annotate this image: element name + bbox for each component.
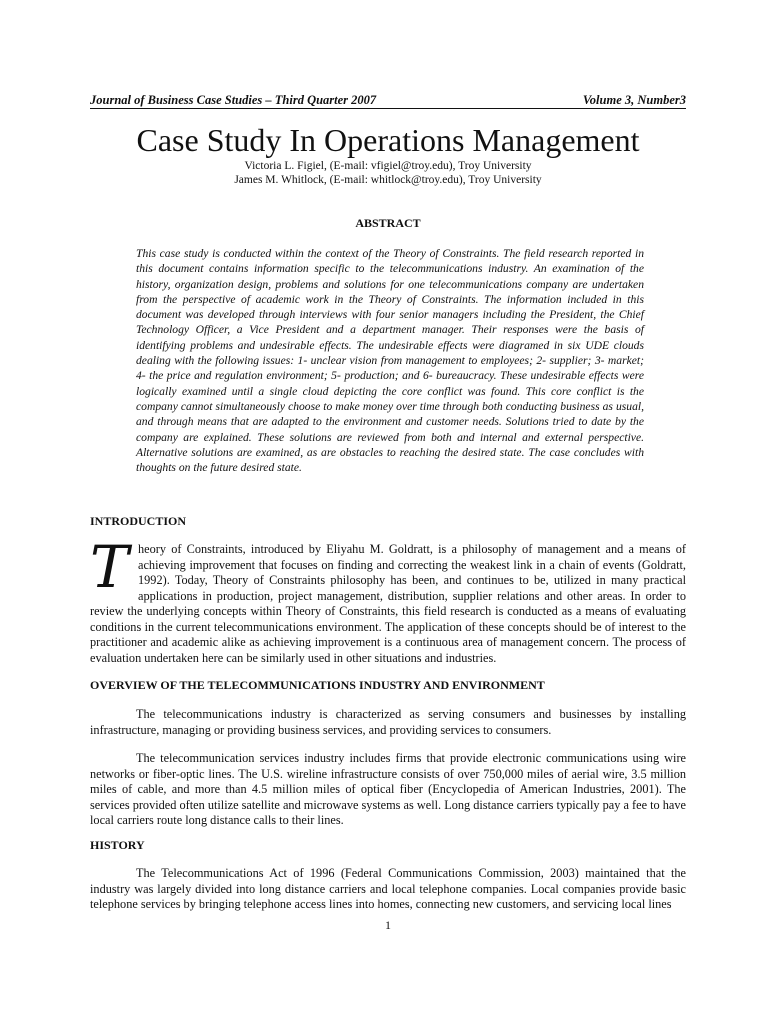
drop-cap: T bbox=[90, 533, 129, 601]
overview-paragraph: The telecommunications industry is characterized as serving consumers and businesses by installing infrastructure, managing or providing business services, and providing services to consumers. bbox=[90, 707, 686, 737]
history-paragraph: The Telecommunications Act of 1996 (Federal Communications Commission, 2003) maintained that the industry was largely divided into long distance carriers and local telephone companies. Local companies provide basic telephone services by bringing telephone access lines into homes, connecting new customers, and servicing local lines bbox=[90, 866, 686, 911]
history-heading: HISTORY bbox=[90, 838, 145, 852]
paper-title: Case Study In Operations Management bbox=[136, 122, 640, 158]
overview-heading: OVERVIEW OF THE TELECOMMUNICATIONS INDUSTRY AND ENVIRONMENT bbox=[90, 678, 545, 692]
abstract-text: This case study is conducted within the context of the Theory of Constraints. The field research reported in this document contains information specific to the telecommunications industry. An examination of the history, organization design, problems and solutions for one telecommunications company are undertaken from the perspective of academic work in the Theory of Constraints. The information included in this document was developed through interviews with four senior managers including the President, the Chief Technology Officer, a Vice President and a department manager. Their responses were the basis of identifying problems and undesirable effects. The undesirable effects were diagramed in six UDE clouds dealing with the following issues: 1- unclear vision from management to employees; 2- supplier; 3- market; 4- the price and regulation environment; 5- production; and 6- bureaucracy. These undesirable effects were logically examined until a single cloud depicting the core conflict was found. This core conflict is the company cannot simultaneously choose to make money over time through both conducting business as usual, and through means that are adapted to the environment and customer needs. Solutions tried to date by the company are explained. These solutions are reviewed from both and internal and external perspective. Alternative solutions are examined, as are obstacles to reaching the desired state. The case concludes with thoughts on the future desired state. bbox=[136, 247, 644, 475]
abstract-heading: ABSTRACT bbox=[355, 216, 421, 230]
introduction-text: heory of Constraints, introduced by Eliyahu M. Goldratt, is a philosophy of management and a means of achieving improvement that focuses on finding and correcting the weakest link in a chain of events (Goldratt, 1992). Today, Theory of Constraints philosophy has been, and continues to be, utilized in many practical applications in production, project management, distribution, supplier relations and other areas. In order to review the underlying concepts within Theory of Constraints, this field research is conducted as a means of evaluating conditions in the current telecommunications environment. The application of these concepts should be of interest to the practitioner and academic alike as achieving improvement is a continuous area of management concern. The process of evaluation undertaken here can be similarly used in other situations and industries. bbox=[90, 542, 686, 665]
introduction-paragraph bbox=[90, 533, 686, 666]
overview-paragraph: The telecommunication services industry includes firms that provide electronic communications using wire networks or fiber-optic lines. The U.S. wireline infrastructure consists of over 750,000 miles of aerial wire, 3.5 million miles of cable, and more than 4.5 million miles of optical fiber (Encyclopedia of American Industries, 2001). The services provided often utilize satellite and microwave systems as well. Long distance carriers typically pay a fee to have local carriers route long distance calls to their lines. bbox=[90, 751, 686, 827]
document-page bbox=[90, 0, 686, 1024]
volume-number: Volume 3, Number3 bbox=[582, 93, 686, 107]
journal-name: Journal of Business Case Studies – Third Quarter 2007 bbox=[90, 93, 377, 107]
author-line: James M. Whitlock, (E-mail: whitlock@troy.edu), Troy University bbox=[234, 174, 542, 186]
page-number: 1 bbox=[385, 918, 391, 932]
running-header bbox=[90, 93, 686, 109]
author-line: Victoria L. Figiel, (E-mail: vfigiel@troy.edu), Troy University bbox=[244, 160, 532, 172]
introduction-heading: INTRODUCTION bbox=[90, 514, 187, 528]
